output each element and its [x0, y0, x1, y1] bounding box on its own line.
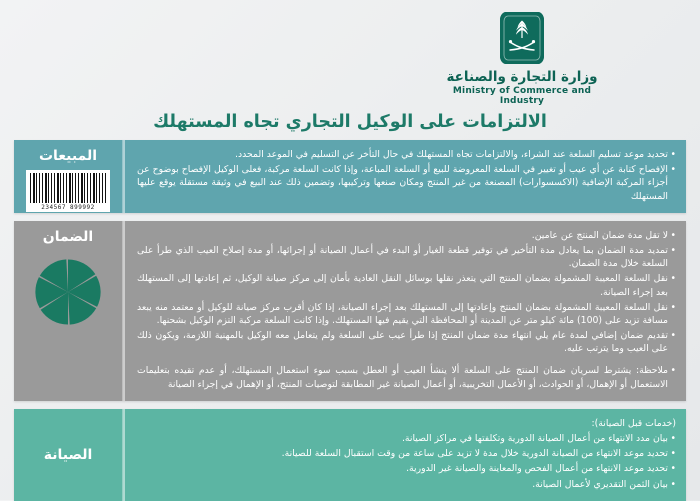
- list-item: • الإفصاح كتابة عن أي عيب أو تغيير في السلعة المعروضة للبيع أو السلعة المباعة، وإذا كانت السلعة مركبة، فعلى الوكيل الإفصاح بوضوح عن أجزاء المركبة الإضافية (الاكسسوارات) المصنعة من غير المنتج ومكان صنعها وتركيبها، وتضمين ذلك عند البيع في وثيقة مستقلة يوقع عليها المستهلك: [137, 163, 676, 203]
- section-sales-label: [14, 140, 123, 213]
- aperture-icon: [31, 255, 105, 333]
- list-item: • تحديد موعد تسليم السلعة عند الشراء، والالتزامات تجاه المستهلك في حال التأخر عن التسليم في الموعد المحدد.: [137, 148, 676, 161]
- section-warranty-label: [14, 221, 123, 401]
- barcode-number: 234567 899992: [41, 204, 95, 211]
- ministry-logo: [432, 12, 612, 106]
- ministry-name-arabic: وزارة التجارة والصناعة: [446, 69, 598, 85]
- list-item: • نقل السلعة المعيبة المشمولة بضمان المنتج التي يتعذر نقلها بوسائل النقل العادية بأمان إلى مركز صيانة الوكيل، ثم إعادتها إلى المستهلك بعد إجراء الصيانة.: [137, 272, 676, 298]
- saudi-national-emblem-icon: [500, 12, 544, 64]
- section-sales-body: [123, 140, 686, 213]
- section-label-text: المبيعات: [38, 148, 98, 164]
- list-item: • تحديد موعد الانتهاء من أعمال الفحص والمعاينة والصيانة غير الدورية.: [137, 462, 676, 475]
- barcode-bars: [30, 173, 106, 203]
- section-maintenance-body: [123, 409, 686, 501]
- list-item: • تقديم ضمان إضافي لمدة عام يلي انتهاء مدة ضمان المنتج إذا طرأ عيب على السلعة ولم يتعامل معه الوكيل بالمهنية اللازمة، ويكون ذلك على العيب وما يترتب عليه.: [137, 329, 676, 355]
- list-item: • بيان مدد الانتهاء من أعمال الصيانة الدورية وتكلفتها في مراكز الصيانة.: [137, 432, 676, 445]
- section-maintenance-label: [14, 409, 123, 501]
- section-maintenance: [14, 409, 686, 501]
- list-item: • نقل السلعة المعيبة المشمولة بضمان المنتج وإعادتها إلى المستهلك بعد إجراء الصيانة، إذا كان أقرب مركز صيانة للوكيل أو معتمد منه يبعد مسافة تزيد على (100) مائة كيلو متر عن المدينة أو المحافظة التي يقيم فيها المستهلك. وإذا كانت السلعة مركبة التزم الوكيل بشحنها.: [137, 301, 676, 327]
- barcode-icon: [26, 170, 110, 212]
- list-item: • لا تقل مدة ضمان المنتج عن عامين.: [137, 229, 676, 242]
- sections-container: [0, 140, 700, 501]
- list-item: • تحديد موعد الانتهاء من الصيانة الدورية خلال مدة لا تزيد على ساعة من وقت استقبال السلعة للصيانة.: [137, 447, 676, 460]
- page-header: [0, 0, 700, 110]
- list-item: • بيان الثمن التقديري لأعمال الصيانة.: [137, 478, 676, 491]
- section-label-text: الضمان: [42, 228, 94, 245]
- list-subheading: (خدمات قبل الصيانة):: [591, 417, 676, 429]
- ministry-name-english: Ministry of Commerce and Industry: [452, 85, 592, 106]
- section-warranty-body: [123, 221, 686, 401]
- section-label-text: الصيانة: [43, 446, 93, 463]
- list-item-note: • ملاحظة: يشترط لسريان ضمان المنتج على السلعة ألا ينشأ العيب أو العطل بسبب سوء استعمال المستهلك، أو عدم تقيده بتعليمات الاستعمال أو الإهمال، أو الحوادث، أو الأعمال التخريبية، أو أعمال الصيانة غير المطابقة لتوصيات المنتج، أو الإهمال في إجراء الصيانة: [137, 364, 676, 390]
- section-sales: [14, 140, 686, 213]
- page-title: الالتزامات على الوكيل التجاري تجاه المستهلك: [153, 112, 547, 132]
- list-item: • تمديد مدة الضمان بما يعادل مدة التأخير في توفير قطعة الغيار أو البدء في أعمال الصيانة أو إجرائها، أو مدة إصلاح العيب الذي طرأ على السلعة خلال مدة الضمان.: [137, 244, 676, 270]
- section-warranty: [14, 221, 686, 401]
